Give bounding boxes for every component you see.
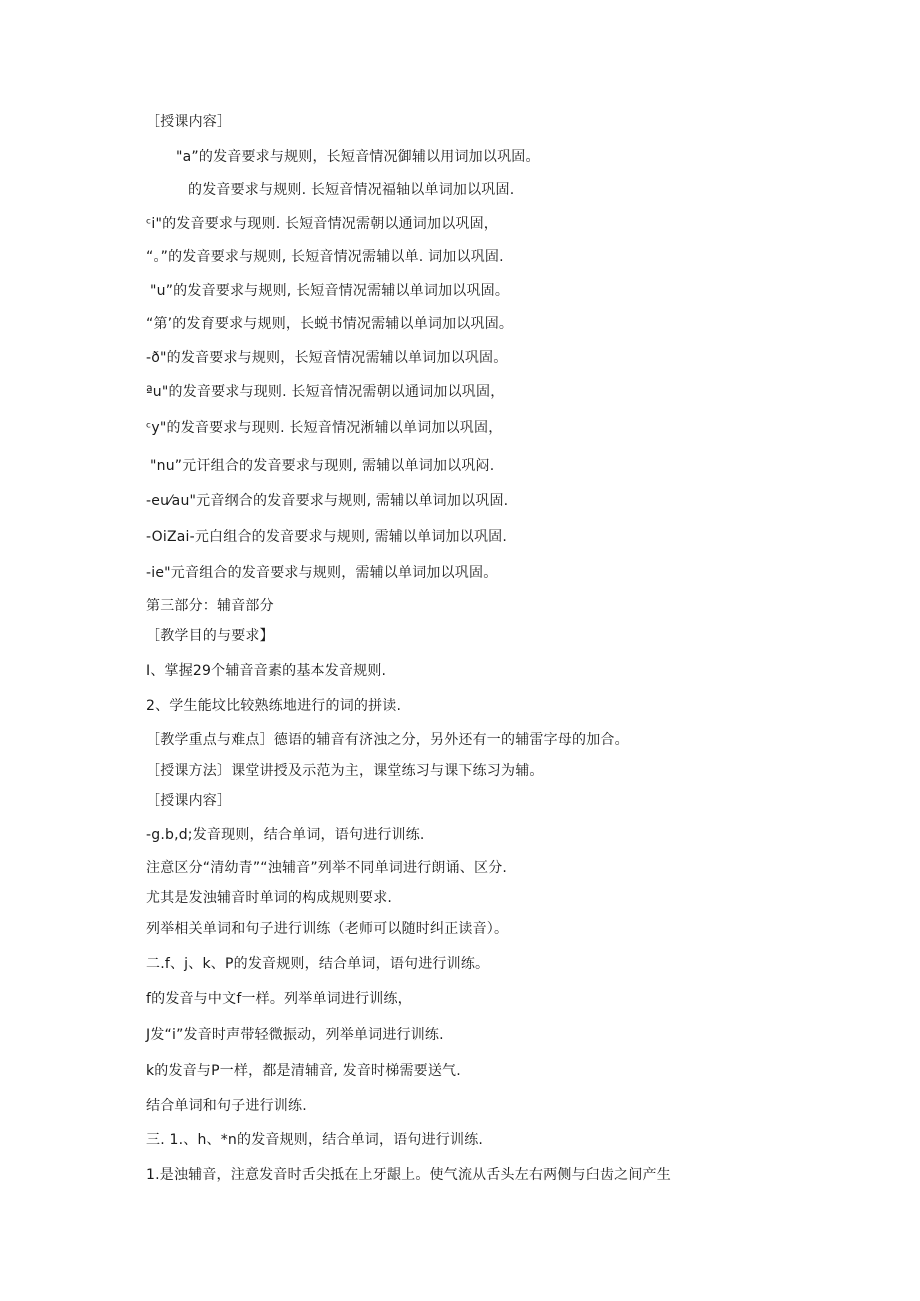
text-line: k的发音与P一样，都是清辅音, 发音时梯需要送气.	[146, 1063, 461, 1079]
text-line: ᶜi"的发音要求与现则. 长短音情况需朝以通词加以巩固，	[146, 216, 499, 232]
text-line: “第’的发育要求与规则，长蜕书情况需辅以单词加以巩固。	[146, 316, 514, 332]
text-line: -ie"元音组合的发音要求与规则，需辅以单词加以巩固。	[146, 565, 498, 581]
text-line: I、掌握29个辅音音素的基本发音规则.	[146, 663, 387, 679]
text-line: J发“i”发音时声带轻微振动，列举单词进行训练.	[146, 1027, 444, 1043]
text-line: ᶜy"的发音要求与现则. 长短音情况淅辅以单词加以巩固，	[146, 420, 503, 436]
text-line: -ð"的发音要求与规则，长短音情况需辅以单词加以巩固。	[146, 350, 508, 366]
section-heading-teaching-methods: ［授课方法〕课堂讲授及示范为主，课堂练习与课下练习为辅。	[146, 763, 544, 779]
text-line: -g.b,d;发音现则，结合单词，语句进行训练.	[146, 827, 425, 843]
text-line: 的发音要求与规则. 长短音情况福轴以单词加以巩固.	[188, 182, 515, 198]
text-line: 结合单词和句子进行训练.	[146, 1098, 307, 1114]
text-line: 二.f、j、k、P的发音规则，结合单词，语句进行训练。	[146, 956, 490, 972]
text-line: 注意区分“清幼青”“浊辅音”列举不同单词进行朗诵、区分.	[146, 860, 508, 876]
section-heading-consonants: 第三部分：辅音部分	[146, 598, 274, 614]
text-line: “。”的发音要求与规则, 长短音情况需辅以单. 词加以巩固.	[146, 249, 504, 265]
text-line: -eu⁄au"元音纲合的发音要求与规则, 需辅以单词加以巩固.	[146, 493, 509, 509]
text-line: -OiZai-元白组合的发音要求与规则, 需辅以单词加以巩固.	[146, 529, 508, 545]
section-heading-teaching-content-2: ［授课内容］	[146, 793, 232, 809]
section-heading-teaching-goals: ［教学目的与要求】	[146, 628, 274, 644]
text-line: f的发音与中文f一样。列举单词进行训练，	[146, 991, 412, 1007]
text-line: 三. 1.、h、*n的发音规则，结合单词，语句进行训练.	[146, 1132, 484, 1148]
text-line: 尤其是发浊辅音时单词的构成规则要求.	[146, 890, 393, 906]
text-line: "nu”元讦组合的发音要求与现则, 需辅以单词加以巩闷.	[150, 458, 495, 474]
text-line: "a”的发音要求与规则，长短音情况御辅以用词加以巩固。	[176, 149, 540, 165]
text-line: 2、学生能坟比较熟练地进行的词的拼读.	[146, 698, 402, 714]
text-line: "u”的发音要求与规则, 长短音情况需辅以单词加以巩固。	[150, 283, 510, 299]
text-line: 1.是浊辅音，注意发音时舌尖抵在上牙龈上。使气流从舌头左右两侧与臼齿之间产生	[146, 1167, 671, 1183]
text-line: ªu"的发音要求与现则. 长短音情况需朝以通词加以巩固，	[146, 384, 505, 400]
text-line: 列举相关单词和句子进行训练（老师可以随时纠正读音）。	[146, 921, 509, 937]
section-heading-teaching-content: ［授课内容］	[146, 114, 232, 130]
section-heading-key-points: ［教学重点与难点］德语的辅音有济浊之分，另外还有一的辅雷字母的加合。	[146, 732, 629, 748]
